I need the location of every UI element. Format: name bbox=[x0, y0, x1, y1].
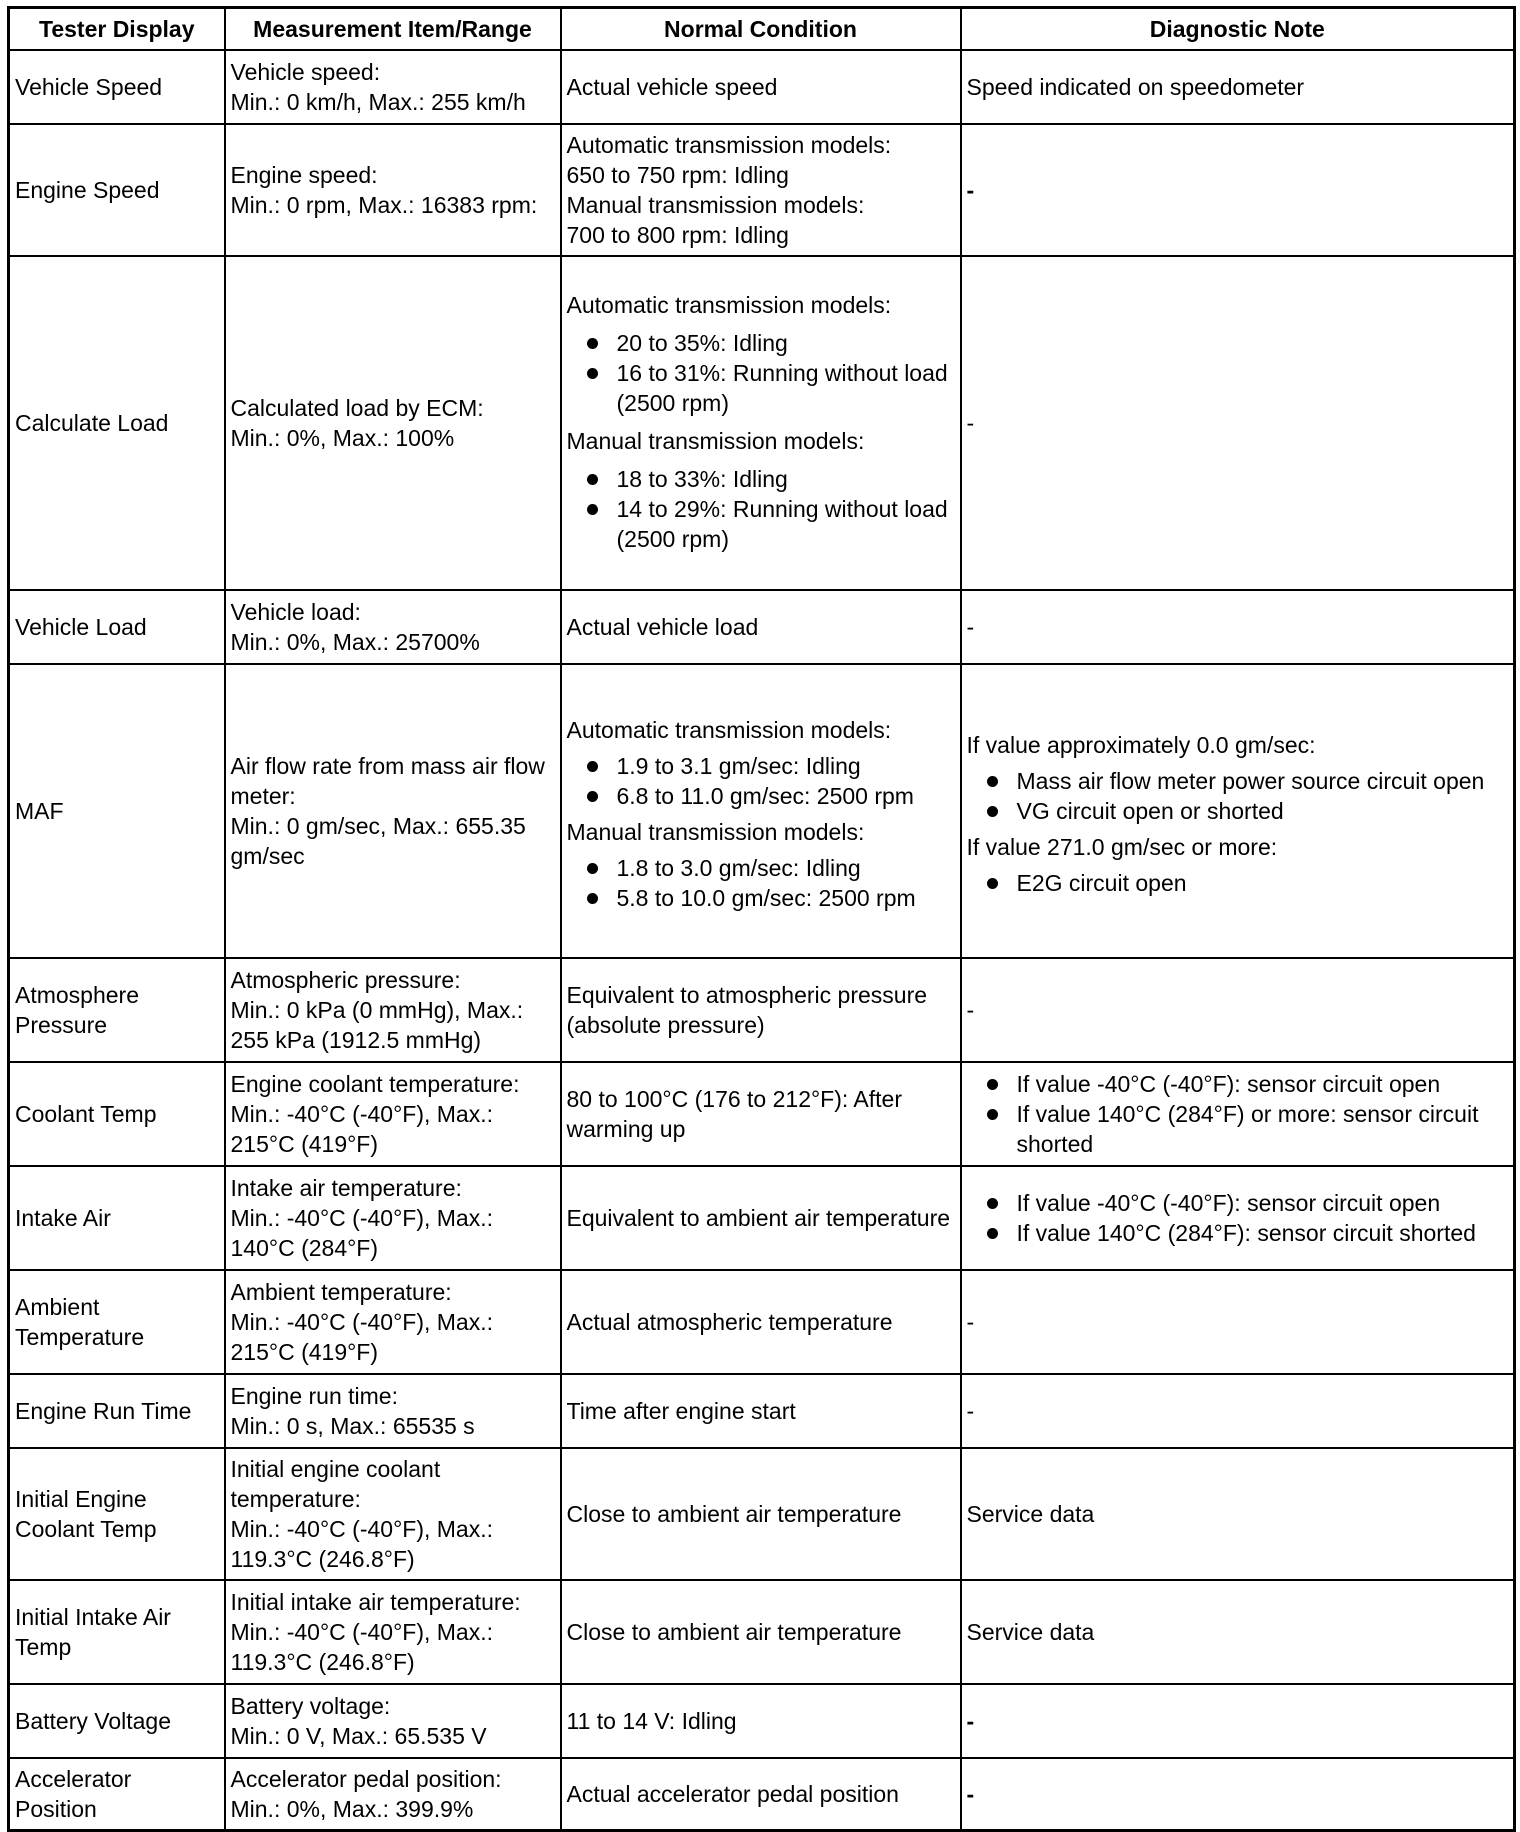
tester-display-cell: Calculate Load bbox=[9, 256, 225, 590]
normal-condition-cell: Actual vehicle load bbox=[561, 590, 961, 664]
table-row bbox=[9, 50, 1515, 124]
diagnostic-note-cell: - bbox=[961, 1374, 1515, 1448]
normal-condition-cell: Close to ambient air temperature bbox=[561, 1580, 961, 1684]
table-row bbox=[9, 1448, 1515, 1580]
diagnostic-note-cell: If value approximately 0.0 gm/sec: Mass air flow meter power source circuit open VG circuit open or shorted If value 271.0 gm/sec or more: E2G circuit open bbox=[961, 664, 1515, 958]
bullet-list bbox=[967, 1069, 1509, 1159]
bullet-list bbox=[567, 751, 955, 811]
table-row bbox=[9, 590, 1515, 664]
range-cell: Air flow rate from mass air flow meter: Min.: 0 gm/sec, Max.: 655.35 gm/sec bbox=[225, 664, 561, 958]
range-cell: Accelerator pedal position: Min.: 0%, Max.: 399.9% bbox=[225, 1758, 561, 1830]
diagnostic-note-cell: - bbox=[961, 1758, 1515, 1830]
list-item: If value -40°C (-40°F): sensor circuit open bbox=[985, 1188, 1509, 1218]
bullet-list bbox=[967, 766, 1509, 826]
diagnostic-note-cell: - bbox=[961, 958, 1515, 1062]
normal-condition-cell: Time after engine start bbox=[561, 1374, 961, 1448]
tester-display-cell: Vehicle Load bbox=[9, 590, 225, 664]
table-row bbox=[9, 1580, 1515, 1684]
diagnostic-note-cell: Service data bbox=[961, 1448, 1515, 1580]
range-cell: Ambient temperature: Min.: -40°C (-40°F), Max.: 215°C (419°F) bbox=[225, 1270, 561, 1374]
normal-condition-cell: Actual atmospheric temperature bbox=[561, 1270, 961, 1374]
range-cell: Intake air temperature: Min.: -40°C (-40°F), Max.: 140°C (284°F) bbox=[225, 1166, 561, 1270]
header-normal-condition: Normal Condition bbox=[561, 8, 961, 51]
bullet-list bbox=[967, 1188, 1509, 1248]
range-cell: Vehicle load: Min.: 0%, Max.: 25700% bbox=[225, 590, 561, 664]
range-cell: Engine speed: Min.: 0 rpm, Max.: 16383 rpm: bbox=[225, 124, 561, 256]
header-tester-display: Tester Display bbox=[9, 8, 225, 51]
normal-condition-cell: Equivalent to atmospheric pressure (absolute pressure) bbox=[561, 958, 961, 1062]
diagnostic-note-cell bbox=[961, 1166, 1515, 1270]
list-item: 1.8 to 3.0 gm/sec: Idling bbox=[585, 853, 955, 883]
tester-display-cell: MAF bbox=[9, 664, 225, 958]
tester-display-cell: Initial Engine Coolant Temp bbox=[9, 1448, 225, 1580]
header-measurement-item: Measurement Item/Range bbox=[225, 8, 561, 51]
table-row bbox=[9, 958, 1515, 1062]
list-item: 16 to 31%: Running without load (2500 rpm) bbox=[585, 358, 955, 418]
diagnostic-note-cell: - bbox=[961, 1684, 1515, 1758]
normal-condition-cell: Actual vehicle speed bbox=[561, 50, 961, 124]
tester-display-cell: Coolant Temp bbox=[9, 1062, 225, 1166]
list-item: If value 140°C (284°F): sensor circuit shorted bbox=[985, 1218, 1509, 1248]
range-cell: Vehicle speed: Min.: 0 km/h, Max.: 255 km/h bbox=[225, 50, 561, 124]
normal-condition-cell: Automatic transmission models: 20 to 35%: Idling 16 to 31%: Running without load (2500 rpm) Manual transmission models: 18 to 33%: Idling 14 to 29%: Running without load (2500 rpm) bbox=[561, 256, 961, 590]
list-item: 20 to 35%: Idling bbox=[585, 328, 955, 358]
tester-display-cell: Accelerator Position bbox=[9, 1758, 225, 1830]
list-item: Mass air flow meter power source circuit open bbox=[985, 766, 1509, 796]
tester-display-cell: Initial Intake Air Temp bbox=[9, 1580, 225, 1684]
diagnostic-note-cell: - bbox=[961, 256, 1515, 590]
list-item: 14 to 29%: Running without load (2500 rpm) bbox=[585, 494, 955, 554]
tester-display-cell: Atmosphere Pressure bbox=[9, 958, 225, 1062]
tester-display-cell: Engine Speed bbox=[9, 124, 225, 256]
table-row bbox=[9, 1758, 1515, 1830]
table-row bbox=[9, 1062, 1515, 1166]
tester-display-cell: Ambient Temperature bbox=[9, 1270, 225, 1374]
diagnostic-note-cell: - bbox=[961, 124, 1515, 256]
data-list-table bbox=[7, 6, 1516, 1832]
diagnostic-note-cell: - bbox=[961, 590, 1515, 664]
normal-condition-cell: Close to ambient air temperature bbox=[561, 1448, 961, 1580]
diagnostic-note-cell bbox=[961, 1062, 1515, 1166]
normal-condition-cell: Equivalent to ambient air temperature bbox=[561, 1166, 961, 1270]
bullet-list bbox=[967, 868, 1509, 898]
diagnostic-note-cell: Service data bbox=[961, 1580, 1515, 1684]
table-row bbox=[9, 256, 1515, 590]
list-item: VG circuit open or shorted bbox=[985, 796, 1509, 826]
normal-condition-cell: Actual accelerator pedal position bbox=[561, 1758, 961, 1830]
tester-display-cell: Battery Voltage bbox=[9, 1684, 225, 1758]
table-row bbox=[9, 1374, 1515, 1448]
range-cell: Atmospheric pressure: Min.: 0 kPa (0 mmHg), Max.: 255 kPa (1912.5 mmHg) bbox=[225, 958, 561, 1062]
range-cell: Initial intake air temperature: Min.: -40°C (-40°F), Max.: 119.3°C (246.8°F) bbox=[225, 1580, 561, 1684]
tester-display-cell: Intake Air bbox=[9, 1166, 225, 1270]
range-cell: Initial engine coolant temperature: Min.: -40°C (-40°F), Max.: 119.3°C (246.8°F) bbox=[225, 1448, 561, 1580]
range-cell: Battery voltage: Min.: 0 V, Max.: 65.535 V bbox=[225, 1684, 561, 1758]
diagnostic-note-cell: Speed indicated on speedometer bbox=[961, 50, 1515, 124]
list-item: E2G circuit open bbox=[985, 868, 1509, 898]
list-item: 5.8 to 10.0 gm/sec: 2500 rpm bbox=[585, 883, 955, 913]
tester-display-cell: Engine Run Time bbox=[9, 1374, 225, 1448]
list-item: 6.8 to 11.0 gm/sec: 2500 rpm bbox=[585, 781, 955, 811]
list-item: If value -40°C (-40°F): sensor circuit open bbox=[985, 1069, 1509, 1099]
range-cell: Calculated load by ECM: Min.: 0%, Max.: 100% bbox=[225, 256, 561, 590]
list-item: 1.9 to 3.1 gm/sec: Idling bbox=[585, 751, 955, 781]
table-row bbox=[9, 1166, 1515, 1270]
list-item: If value 140°C (284°F) or more: sensor circuit shorted bbox=[985, 1099, 1509, 1159]
normal-condition-cell: 80 to 100°C (176 to 212°F): After warming up bbox=[561, 1062, 961, 1166]
table-row bbox=[9, 124, 1515, 256]
service-data-sheet bbox=[7, 6, 1516, 1832]
bullet-list bbox=[567, 853, 955, 913]
normal-condition-cell: 11 to 14 V: Idling bbox=[561, 1684, 961, 1758]
table-row bbox=[9, 664, 1515, 958]
tester-display-cell: Vehicle Speed bbox=[9, 50, 225, 124]
list-item: 18 to 33%: Idling bbox=[585, 464, 955, 494]
header-diagnostic-note: Diagnostic Note bbox=[961, 8, 1515, 51]
table-row bbox=[9, 1684, 1515, 1758]
normal-condition-cell: Automatic transmission models: 1.9 to 3.1 gm/sec: Idling 6.8 to 11.0 gm/sec: 2500 rpm Manual transmission models: 1.8 to 3.0 gm/sec: Idling 5.8 to 10.0 gm/sec: 2500 rpm bbox=[561, 664, 961, 958]
header-row bbox=[9, 8, 1515, 51]
table-row bbox=[9, 1270, 1515, 1374]
range-cell: Engine run time: Min.: 0 s, Max.: 65535 s bbox=[225, 1374, 561, 1448]
bullet-list bbox=[567, 328, 955, 418]
bullet-list bbox=[567, 464, 955, 554]
normal-condition-cell: Automatic transmission models: 650 to 750 rpm: Idling Manual transmission models: 700 to 800 rpm: Idling bbox=[561, 124, 961, 256]
range-cell: Engine coolant temperature: Min.: -40°C (-40°F), Max.: 215°C (419°F) bbox=[225, 1062, 561, 1166]
diagnostic-note-cell: - bbox=[961, 1270, 1515, 1374]
